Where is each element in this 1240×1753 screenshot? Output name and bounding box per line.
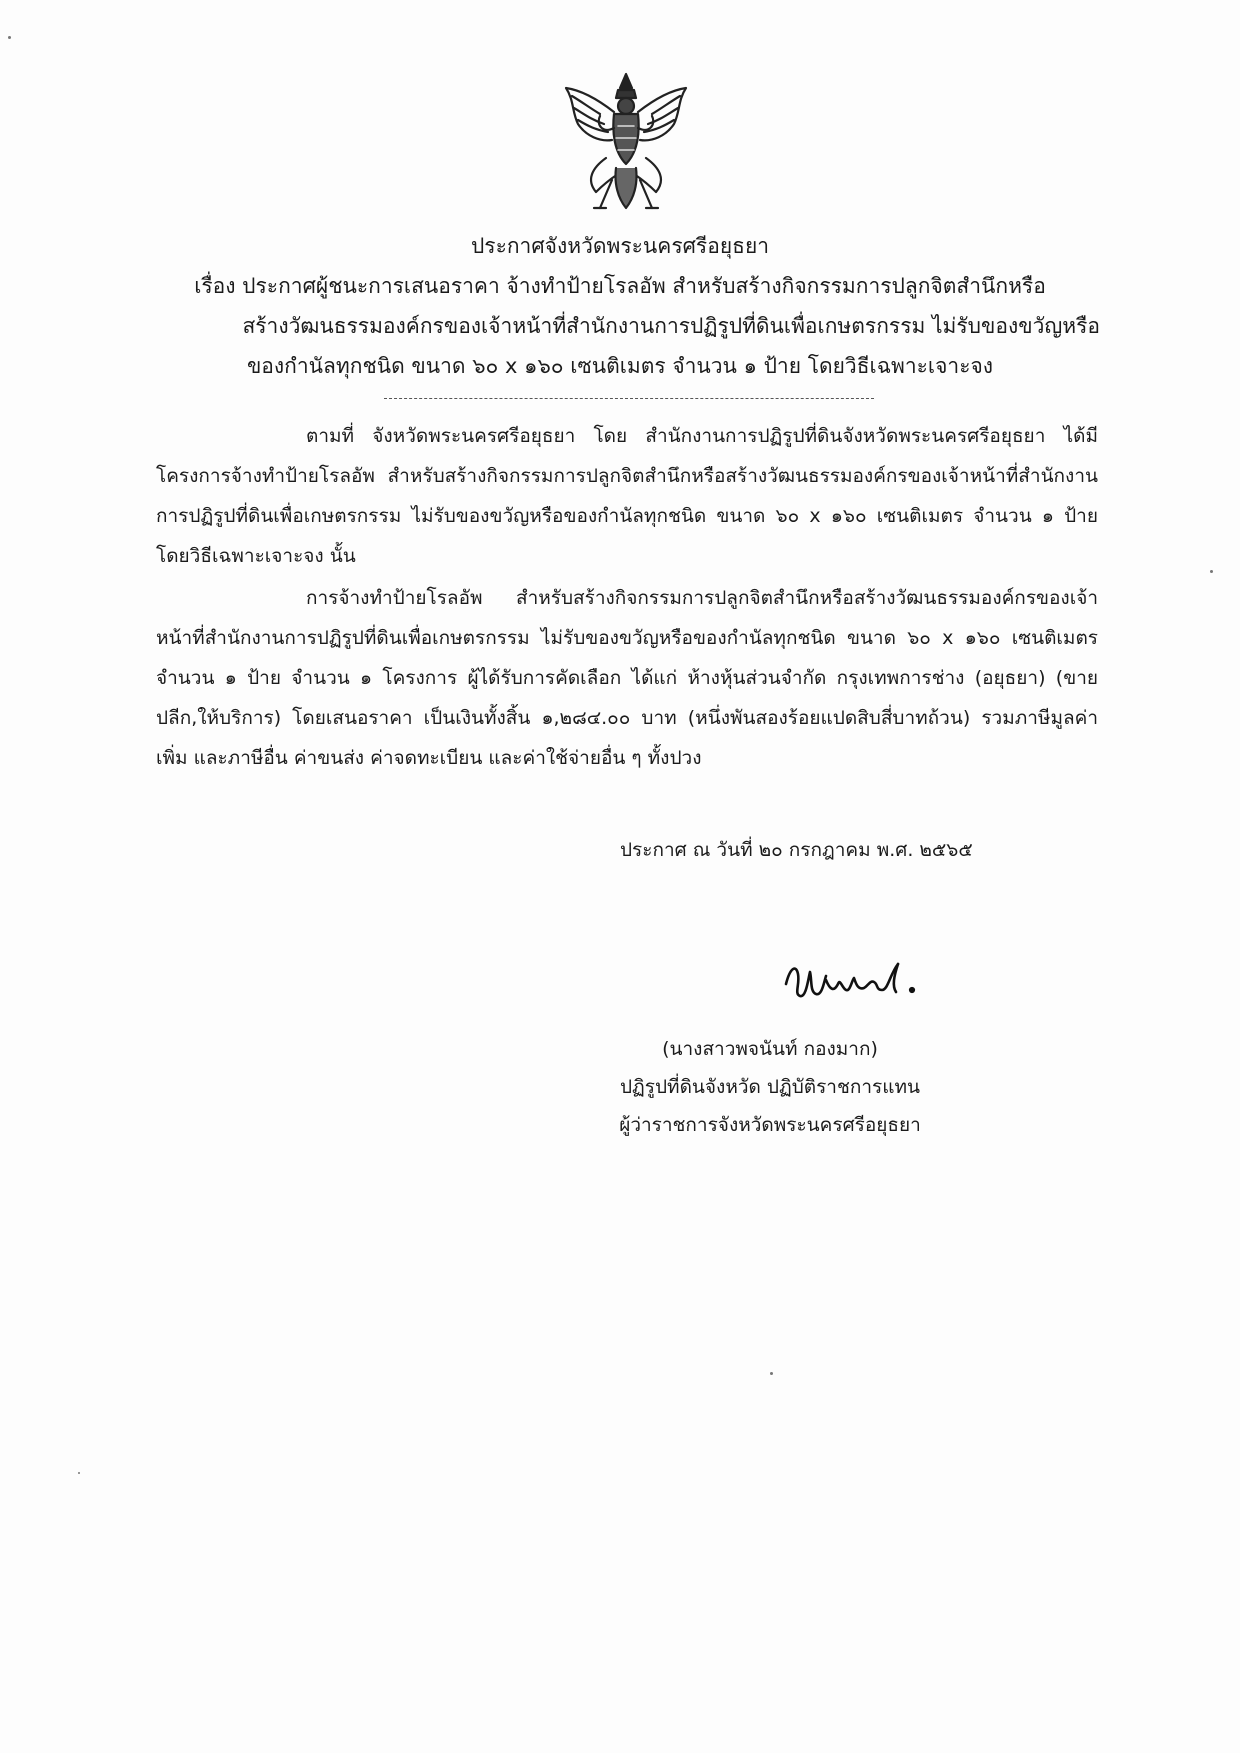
scan-speck — [770, 1372, 773, 1375]
header-divider — [384, 398, 874, 399]
garuda-emblem-icon — [556, 68, 696, 218]
announcement-date: ประกาศ ณ วันที่ ๒๐ กรกฎาคม พ.ศ. ๒๕๖๕ — [620, 839, 973, 861]
body-paragraph-2: การจ้างทำป้ายโรลอัพ สำหรับสร้างกิจกรรมการปลูกจิตสำนึกหรือสร้างวัฒนธรรมองค์กรของเจ้าหน้าที่สำนักงานการปฏิรูปที่ดินเพื่อเกษตรกรรม ไม่รับของขวัญหรือของกำนัลทุกชนิด ขนาด ๖๐ x ๑๖๐ เซนติเมตร จำนวน ๑ ป้าย จำนวน ๑ โครงการ ผู้ได้รับการคัดเลือก ได้แก่ ห้างหุ้นส่วนจำกัด กรุงเทพการช่าง (อยุธยา) (ขายปลีก,ให้บริการ) โดยเสนอราคา เป็นเงินทั้งสิ้น ๑,๒๘๔.๐๐ บาท (หนึ่งพันสองร้อยแปดสิบสี่บาทถ้วน) รวมภาษีมูลค่าเพิ่ม และภาษีอื่น ค่าขนส่ง ค่าจดทะเบียน และค่าใช้จ่ายอื่น ๆ ทั้งปวง — [156, 587, 1098, 769]
signer-position-2: ผู้ว่าราชการจังหวัดพระนครศรีอยุธยา — [619, 1114, 921, 1136]
scan-speck — [1210, 570, 1213, 573]
body-paragraph-1: ตามที่ จังหวัดพระนครศรีอยุธยา โดย สำนักงานการปฏิรูปที่ดินจังหวัดพระนครศรีอยุธยา ได้มีโครงการจ้างทำป้ายโรลอัพ สำหรับสร้างกิจกรรมการปลูกจิตสำนึกหรือสร้างวัฒนธรรมองค์กรของเจ้าหน้าที่สำนักงานการปฏิรูปที่ดินเพื่อเกษตรกรรม ไม่รับของขวัญหรือของกำนัลทุกชนิด ขนาด ๖๐ x ๑๖๐ เซนติเมตร จำนวน ๑ ป้าย โดยวิธีเฉพาะเจาะจง นั้น — [156, 425, 1098, 567]
signer-position-1: ปฏิรูปที่ดินจังหวัด ปฏิบัติราชการแทน — [619, 1076, 921, 1098]
subject-line-2: สร้างวัฒนธรรมองค์กรของเจ้าหน้าที่สำนักงานการปฏิรูปที่ดินเพื่อเกษตรกรรม ไม่รับของขวัญหรือ — [242, 314, 1100, 338]
subject-line-1: เรื่อง ประกาศผู้ชนะการเสนอราคา จ้างทำป้ายโรลอัพ สำหรับสร้างกิจกรรมการปลูกจิตสำนึกหรือ — [194, 274, 1046, 298]
handwritten-signature — [780, 950, 930, 1010]
subject-line-3: ของกำนัลทุกชนิด ขนาด ๖๐ x ๑๖๐ เซนติเมตร จำนวน ๑ ป้าย โดยวิธีเฉพาะเจาะจง — [246, 354, 994, 378]
scan-speck — [78, 1472, 80, 1474]
signer-name: (นางสาวพจนันท์ กองมาก) — [662, 1038, 878, 1060]
scan-speck — [8, 36, 11, 39]
announcement-title: ประกาศจังหวัดพระนครศรีอยุธยา — [470, 234, 770, 258]
